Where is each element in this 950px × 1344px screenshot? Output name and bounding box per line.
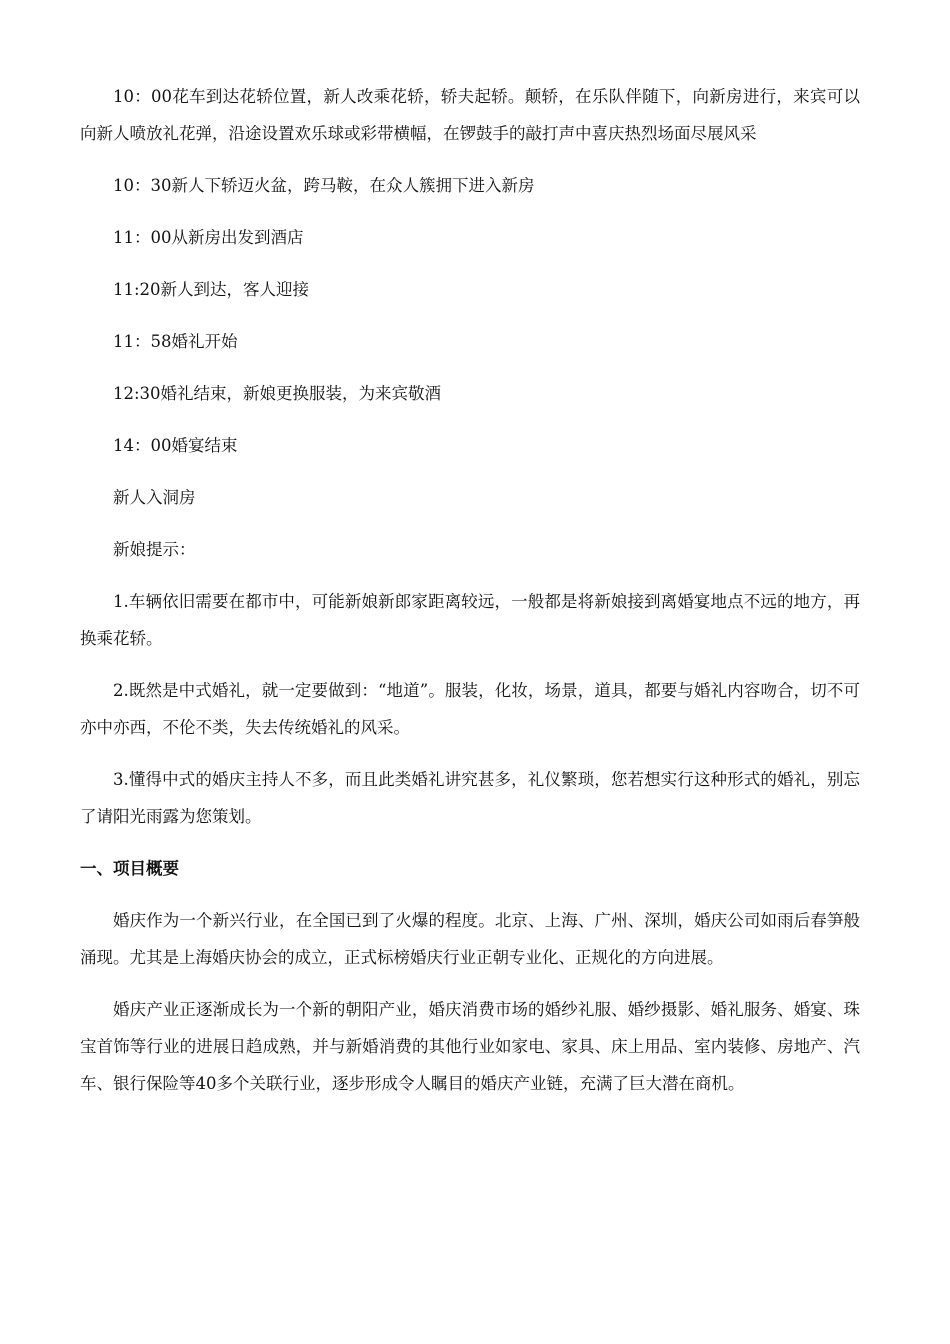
overview-paragraph-2: 婚庆产业正逐渐成长为一个新的朝阳产业，婚庆消费市场的婚纱礼服、婚纱摄影、婚礼服务、婚宴、珠宝首饰等行业的进展日趋成熟，并与新婚消费的其他行业如家电、家具、床上用品、室内装修、房地产、汽车、银行保险等40多个关联行业，逐步形成令人瞩目的婚庆产业链，充满了巨大潜在商机。 [80, 1000, 860, 1093]
timeline-entry-1030: 10：30新人下轿迈火盆，跨马鞍，在众人簇拥下进入新房 [113, 176, 535, 195]
timeline-entry-1400: 14：00婚宴结束 [113, 436, 238, 455]
timeline-entry-1230: 12:30婚礼结束，新娘更换服装，为来宾敬酒 [113, 384, 442, 403]
document-page [80, 78, 860, 1117]
timeline-entry-1000: 10：00花车到达花轿位置，新人改乘花轿，轿夫起轿。颠轿，在乐队伴随下，向新房进行，来宾可以向新人喷放礼花弹，沿途设置欢乐球或彩带横幅，在锣鼓手的敲打声中喜庆热烈场面尽展风采 [80, 87, 860, 143]
timeline-entry-1100: 11：00从新房出发到酒店 [113, 228, 304, 247]
bride-tips-title: 新娘提示： [113, 540, 196, 559]
timeline-entry-1120: 11:20新人到达，客人迎接 [113, 280, 310, 299]
timeline-entry-final: 新人入洞房 [113, 488, 196, 507]
bride-tip-3: 3.懂得中式的婚庆主持人不多，而且此类婚礼讲究甚多，礼仪繁琐，您若想实行这种形式的婚礼，别忘了请阳光雨露为您策划。 [80, 770, 860, 826]
bride-tip-2: 2.既然是中式婚礼，就一定要做到：“地道”。服装，化妆，场景，道具，都要与婚礼内容吻合，切不可亦中亦西，不伦不类，失去传统婚礼的风采。 [80, 681, 860, 737]
bride-tip-1: 1.车辆依旧需要在都市中，可能新娘新郎家距离较远，一般都是将新娘接到离婚宴地点不远的地方，再换乘花轿。 [80, 592, 860, 648]
section-heading: 一、项目概要 [80, 859, 179, 878]
overview-paragraph-1: 婚庆作为一个新兴行业，在全国已到了火爆的程度。北京、上海、广州、深圳，婚庆公司如雨后春笋般涌现。尤其是上海婚庆协会的成立，正式标榜婚庆行业正朝专业化、正规化的方向进展。 [80, 911, 860, 967]
timeline-entry-1158: 11：58婚礼开始 [113, 332, 238, 351]
